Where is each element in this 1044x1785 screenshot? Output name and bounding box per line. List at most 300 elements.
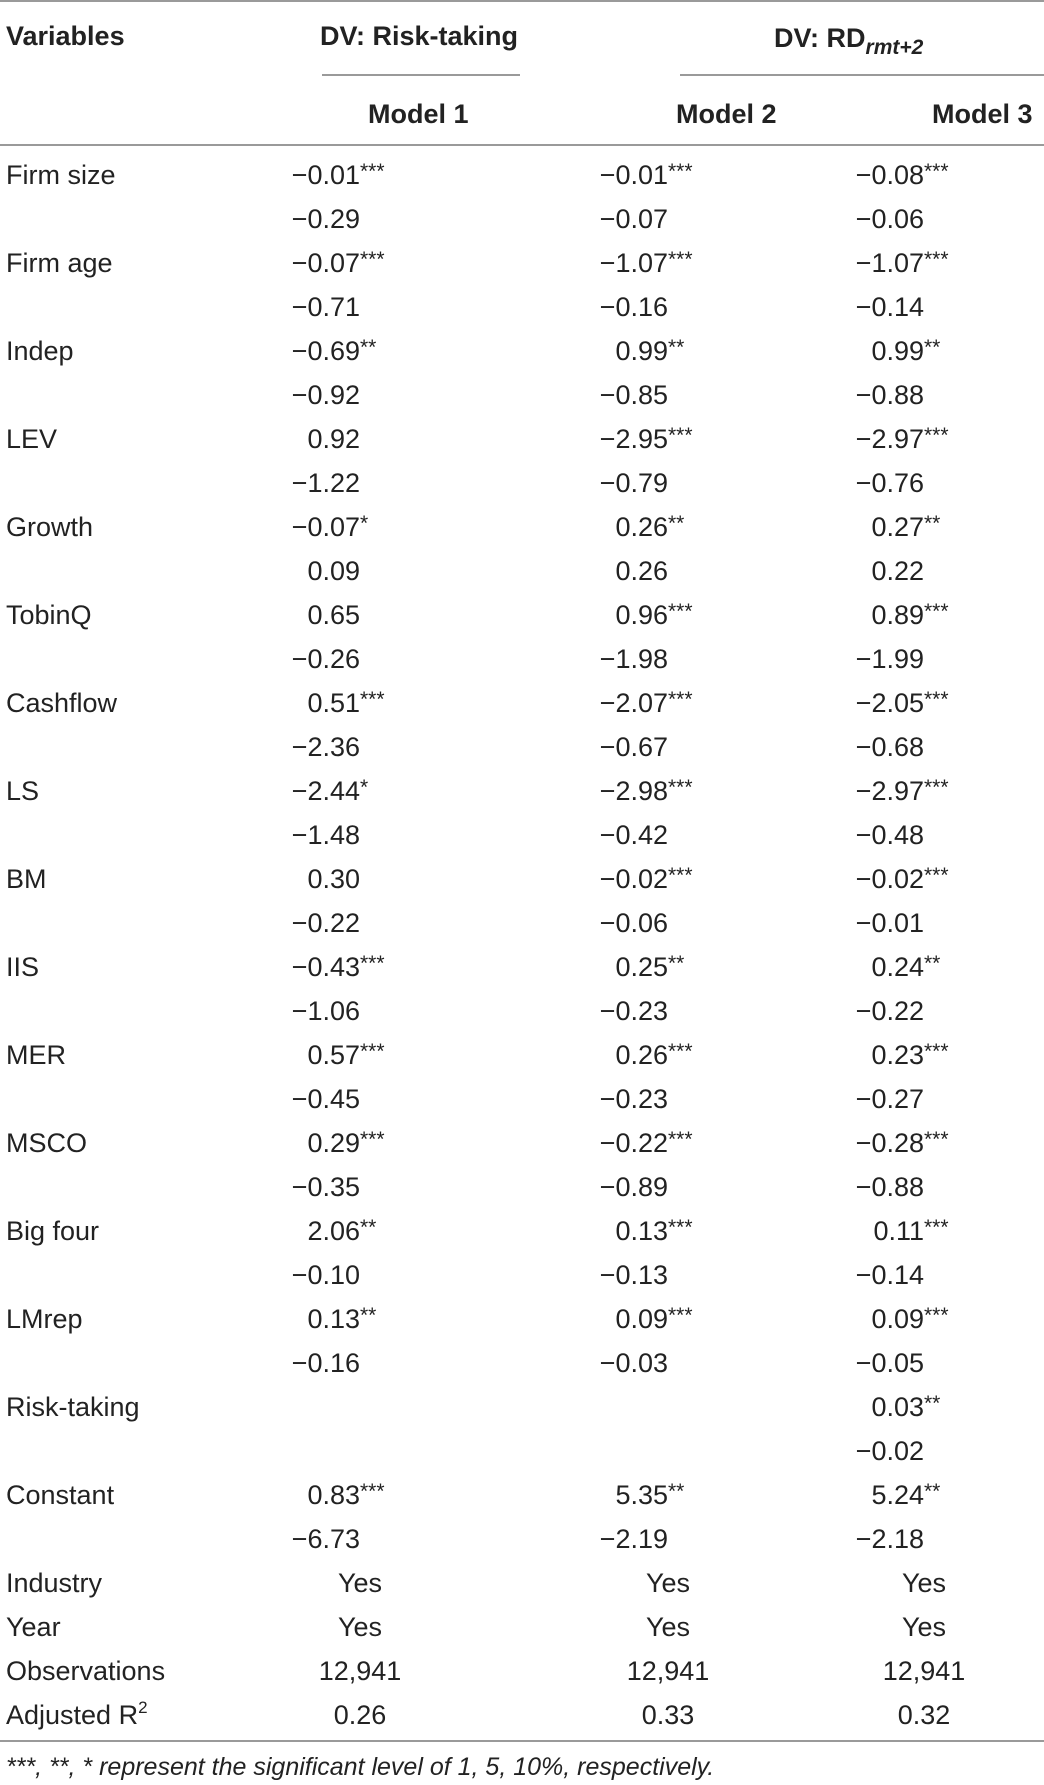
coefficient: −2.44 <box>291 776 360 806</box>
coef-cell <box>307 1037 413 1073</box>
se-cell <box>855 817 992 853</box>
summary-value <box>882 1653 1007 1689</box>
coef-cell <box>871 333 977 369</box>
significance-stars: *** <box>360 1480 385 1503</box>
coefficient: 0.29 <box>307 1128 360 1158</box>
coef-cell-value <box>307 1037 413 1073</box>
se-cell-value <box>291 729 428 765</box>
summary-cell <box>318 1653 443 1689</box>
significance-stars: *** <box>360 160 385 183</box>
coef-cell-value <box>871 333 977 369</box>
se-cell <box>599 1345 736 1381</box>
coef-cell-value <box>307 1125 413 1161</box>
coef-cell <box>855 861 992 897</box>
header-dv1: DV: Risk-taking <box>320 21 519 51</box>
coefficient: −2.05 <box>855 688 924 718</box>
coefficient: −0.07 <box>291 248 360 278</box>
summary-cell <box>901 1609 968 1645</box>
coef-cell <box>599 685 736 721</box>
adjusted-r2-value <box>641 1697 721 1733</box>
coef-cell <box>307 685 413 721</box>
coef-cell <box>855 773 992 809</box>
coefficient: −0.29 <box>291 204 360 234</box>
se-cell-value <box>291 201 428 237</box>
coefficient: −0.14 <box>855 1260 924 1290</box>
coefficient: 0.23 <box>871 1040 924 1070</box>
se-cell <box>599 465 736 501</box>
summary-cell <box>626 1653 751 1689</box>
coefficient: −2.19 <box>599 1524 668 1554</box>
se-cell-value <box>599 905 736 941</box>
coef-cell <box>599 861 736 897</box>
se-cell-value <box>855 377 992 413</box>
coef-cell-value <box>307 597 413 633</box>
summary-label: Year <box>6 1612 61 1642</box>
se-cell <box>855 729 992 765</box>
bottom-rule <box>0 1740 1044 1742</box>
se-cell-value <box>291 1081 428 1117</box>
se-cell <box>599 729 736 765</box>
coefficient: −0.07 <box>599 204 668 234</box>
summary-cell <box>337 1565 404 1601</box>
coef-cell <box>599 157 736 193</box>
significance-stars: *** <box>668 688 693 711</box>
se-cell-value <box>291 817 428 853</box>
significance-stars: *** <box>668 424 693 447</box>
summary-cell <box>901 1565 968 1601</box>
se-cell <box>855 1433 992 1469</box>
header-rule <box>0 144 1044 146</box>
significance-stars: *** <box>924 1216 949 1239</box>
significance-stars: ** <box>668 1480 685 1503</box>
se-cell <box>599 1169 736 1205</box>
se-cell <box>291 993 428 1029</box>
footnote: ***, **, * represent the significant level of 1, 5, 10%, respectively. <box>6 1753 715 1781</box>
coef-cell <box>291 157 428 193</box>
coef-cell-value <box>871 1477 977 1513</box>
coefficient: 0.26 <box>615 1040 668 1070</box>
adjusted-r2-cell <box>641 1697 721 1733</box>
se-cell <box>291 1521 428 1557</box>
significance-stars: *** <box>924 600 949 623</box>
coef-cell-value <box>615 949 721 985</box>
significance-stars: *** <box>360 1128 385 1151</box>
coefficient: −0.06 <box>599 908 668 938</box>
significance-stars: ** <box>360 1216 377 1239</box>
se-cell-value <box>291 289 428 325</box>
significance-stars: * <box>360 512 369 535</box>
coefficient: −2.98 <box>599 776 668 806</box>
coefficient: −0.67 <box>599 732 668 762</box>
coef-cell-value <box>307 1213 413 1249</box>
coefficient: −1.06 <box>291 996 360 1026</box>
significance-stars: ** <box>924 1392 941 1415</box>
summary-value <box>337 1565 404 1601</box>
coef-cell <box>615 1301 721 1337</box>
header-model-3: Model 3 <box>932 99 1033 129</box>
coefficient: −2.36 <box>291 732 360 762</box>
coef-cell-value <box>307 1301 413 1337</box>
summary-value <box>337 1609 404 1645</box>
significance-stars: *** <box>668 1304 693 1327</box>
summary-text: 12,941 <box>626 1656 710 1686</box>
coef-cell-value <box>291 333 428 369</box>
se-cell-value <box>307 553 413 589</box>
row-label: Constant <box>6 1480 115 1510</box>
coef-cell <box>615 1213 721 1249</box>
coefficient: 5.24 <box>871 1480 924 1510</box>
se-cell-value <box>599 289 736 325</box>
coef-cell <box>871 949 977 985</box>
coefficient: −0.85 <box>599 380 668 410</box>
coef-cell <box>871 1037 977 1073</box>
dv1-underline <box>322 74 520 76</box>
coefficient: −0.01 <box>855 908 924 938</box>
coefficient: 0.92 <box>307 424 360 454</box>
se-cell-value <box>599 729 736 765</box>
summary-text: Yes <box>337 1568 383 1598</box>
coef-cell-value <box>599 685 736 721</box>
se-cell <box>855 1081 992 1117</box>
coef-cell-value <box>855 1125 992 1161</box>
significance-stars: *** <box>924 864 949 887</box>
coefficient: 0.65 <box>307 600 360 630</box>
coefficient: −0.22 <box>291 908 360 938</box>
row-label: LMrep <box>6 1304 83 1334</box>
se-cell <box>599 1257 736 1293</box>
se-cell <box>855 1257 992 1293</box>
row-label: TobinQ <box>6 600 92 630</box>
significance-stars: *** <box>668 776 693 799</box>
adjusted-r2-label <box>6 1697 148 1733</box>
coef-cell <box>855 421 992 457</box>
significance-stars: *** <box>668 1128 693 1151</box>
coefficient: 5.35 <box>615 1480 668 1510</box>
coefficient: −0.23 <box>599 1084 668 1114</box>
coefficient: −0.22 <box>855 996 924 1026</box>
adjusted-r2-number: 0.26 <box>333 1700 387 1730</box>
coef-cell <box>291 509 428 545</box>
coef-cell <box>599 245 736 281</box>
coefficient: −0.23 <box>599 996 668 1026</box>
coefficient: 0.25 <box>615 952 668 982</box>
significance-stars: *** <box>924 1128 949 1151</box>
coef-cell-value <box>855 685 992 721</box>
coefficient: −0.45 <box>291 1084 360 1114</box>
se-cell <box>855 993 992 1029</box>
coefficient: −0.02 <box>599 864 668 894</box>
se-cell-value <box>291 993 428 1029</box>
se-cell <box>599 201 736 237</box>
significance-stars: ** <box>924 952 941 975</box>
row-label: Growth <box>6 512 94 542</box>
coef-cell-value <box>615 597 721 633</box>
adjusted-r2-number: 0.32 <box>897 1700 951 1730</box>
se-cell-value <box>599 1521 736 1557</box>
se-cell <box>291 465 428 501</box>
significance-stars: *** <box>924 160 949 183</box>
coefficient: −2.97 <box>855 424 924 454</box>
coef-cell-value <box>307 861 413 897</box>
coef-cell <box>615 509 721 545</box>
coefficient: −0.05 <box>855 1348 924 1378</box>
header-model-2: Model 2 <box>676 99 777 129</box>
coef-cell <box>871 1477 977 1513</box>
header-dv2-subscript: rmt+2 <box>865 36 924 59</box>
se-cell <box>855 289 992 325</box>
se-cell <box>291 817 428 853</box>
coefficient: −0.69 <box>291 336 360 366</box>
se-cell-value <box>615 553 721 589</box>
se-cell-value <box>291 905 428 941</box>
coef-cell-value <box>855 773 992 809</box>
summary-text: 12,941 <box>318 1656 402 1686</box>
se-cell <box>291 641 428 677</box>
coef-cell <box>307 861 413 897</box>
significance-stars: *** <box>924 1040 949 1063</box>
coefficient: −0.06 <box>855 204 924 234</box>
se-cell-value <box>291 1169 428 1205</box>
coef-cell-value <box>855 245 992 281</box>
summary-text: Yes <box>337 1612 383 1642</box>
coefficient: 0.83 <box>307 1480 360 1510</box>
summary-cell <box>337 1609 404 1645</box>
significance-stars: *** <box>924 424 949 447</box>
se-cell <box>855 1345 992 1381</box>
adjusted-r2-value <box>897 1697 977 1733</box>
coef-cell <box>871 597 977 633</box>
row-label: MER <box>6 1040 66 1070</box>
coefficient: −0.03 <box>599 1348 668 1378</box>
significance-stars: *** <box>924 688 949 711</box>
coef-cell-value <box>291 949 428 985</box>
significance-stars: ** <box>924 1480 941 1503</box>
coef-cell-value <box>291 773 428 809</box>
coef-cell <box>873 1213 975 1249</box>
coefficient: −0.89 <box>599 1172 668 1202</box>
coef-cell <box>291 245 428 281</box>
se-cell-value <box>855 289 992 325</box>
se-cell-value <box>871 553 977 589</box>
significance-stars: ** <box>924 336 941 359</box>
coef-cell <box>307 597 413 633</box>
significance-stars: ** <box>668 512 685 535</box>
coef-cell-value <box>871 1301 977 1337</box>
coef-cell <box>615 597 721 633</box>
significance-stars: *** <box>360 248 385 271</box>
se-cell <box>871 553 977 589</box>
summary-label: Observations <box>6 1656 166 1686</box>
coefficient: −0.26 <box>291 644 360 674</box>
coef-cell-value <box>307 1477 413 1513</box>
coefficient: −2.95 <box>599 424 668 454</box>
summary-value <box>318 1653 443 1689</box>
se-cell <box>855 377 992 413</box>
se-cell-value <box>855 641 992 677</box>
se-cell <box>855 1521 992 1557</box>
coefficient: 0.99 <box>871 336 924 366</box>
coefficient: −0.14 <box>855 292 924 322</box>
coefficient: −0.88 <box>855 1172 924 1202</box>
se-cell <box>291 729 428 765</box>
se-cell-value <box>855 1433 992 1469</box>
coef-cell <box>871 1301 977 1337</box>
row-label: MSCO <box>6 1128 87 1158</box>
coef-cell <box>307 1301 413 1337</box>
coef-cell-value <box>615 1213 721 1249</box>
se-cell <box>855 641 992 677</box>
se-cell-value <box>599 1257 736 1293</box>
se-cell-value <box>599 993 736 1029</box>
summary-cell <box>645 1565 712 1601</box>
se-cell-value <box>855 1345 992 1381</box>
summary-text: 12,941 <box>882 1656 966 1686</box>
se-cell <box>307 553 413 589</box>
coefficient: −2.97 <box>855 776 924 806</box>
coef-cell <box>855 157 992 193</box>
header-dv2 <box>774 20 923 66</box>
summary-text: Yes <box>901 1612 947 1642</box>
se-cell <box>615 553 721 589</box>
coefficient: −0.13 <box>599 1260 668 1290</box>
coefficient: −0.79 <box>599 468 668 498</box>
coef-cell <box>599 1125 736 1161</box>
se-cell <box>599 377 736 413</box>
significance-stars: *** <box>668 1216 693 1239</box>
coefficient: 0.51 <box>307 688 360 718</box>
se-cell <box>291 201 428 237</box>
significance-stars: ** <box>668 336 685 359</box>
coef-cell <box>615 333 721 369</box>
significance-stars: *** <box>924 776 949 799</box>
significance-stars: *** <box>668 248 693 271</box>
coefficient: −0.22 <box>599 1128 668 1158</box>
se-cell-value <box>291 1521 428 1557</box>
summary-text: Yes <box>645 1612 691 1642</box>
summary-value <box>626 1653 751 1689</box>
coef-cell-value <box>615 1037 721 1073</box>
significance-stars: *** <box>668 160 693 183</box>
summary-value <box>901 1609 968 1645</box>
se-cell-value <box>599 817 736 853</box>
dv2-underline <box>680 74 1044 76</box>
coefficient: −0.16 <box>291 1348 360 1378</box>
se-cell-value <box>855 201 992 237</box>
coefficient: −2.18 <box>855 1524 924 1554</box>
coefficient: −0.48 <box>855 820 924 850</box>
coef-cell-value <box>291 509 428 545</box>
coef-cell <box>307 1125 413 1161</box>
significance-stars: ** <box>924 512 941 535</box>
adjusted-r2-value <box>333 1697 413 1733</box>
row-label: Risk-taking <box>6 1392 140 1422</box>
se-cell-value <box>599 377 736 413</box>
coef-cell-value <box>615 1477 721 1513</box>
coef-cell <box>615 1477 721 1513</box>
coefficient: 0.11 <box>873 1216 924 1246</box>
significance-stars: *** <box>924 248 949 271</box>
row-label: Firm age <box>6 248 113 278</box>
coefficient: 0.09 <box>307 556 360 586</box>
coefficient: 0.22 <box>871 556 924 586</box>
header-model-1: Model 1 <box>368 99 469 129</box>
row-label: Firm size <box>6 160 116 190</box>
coef-cell-value <box>307 685 413 721</box>
coefficient: −6.73 <box>291 1524 360 1554</box>
coefficient: 0.30 <box>307 864 360 894</box>
coefficient: −0.02 <box>855 1436 924 1466</box>
coef-cell <box>307 1477 413 1513</box>
se-cell-value <box>855 993 992 1029</box>
coefficient: −1.07 <box>855 248 924 278</box>
row-label: BM <box>6 864 47 894</box>
se-cell-value <box>855 905 992 941</box>
row-label: IIS <box>6 952 40 982</box>
se-cell <box>599 905 736 941</box>
coefficient: −2.07 <box>599 688 668 718</box>
coef-cell-value <box>307 421 413 457</box>
coef-cell <box>307 421 413 457</box>
se-cell-value <box>855 1081 992 1117</box>
coef-cell-value <box>599 1125 736 1161</box>
significance-stars: *** <box>924 1304 949 1327</box>
summary-cell <box>882 1653 1007 1689</box>
coefficient: 0.27 <box>871 512 924 542</box>
coef-cell-value <box>871 509 977 545</box>
se-cell-value <box>599 465 736 501</box>
coef-cell <box>871 509 977 545</box>
coef-cell-value <box>871 1037 977 1073</box>
significance-stars: *** <box>668 600 693 623</box>
se-cell-value <box>855 817 992 853</box>
se-cell <box>599 1081 736 1117</box>
coef-cell <box>855 685 992 721</box>
se-cell <box>291 289 428 325</box>
coefficient: −1.07 <box>599 248 668 278</box>
coefficient: −1.22 <box>291 468 360 498</box>
row-label: Indep <box>6 336 74 366</box>
significance-stars: ** <box>360 1304 377 1327</box>
coefficient: 0.26 <box>615 556 668 586</box>
se-cell-value <box>291 641 428 677</box>
se-cell <box>291 1081 428 1117</box>
coef-cell-value <box>599 861 736 897</box>
se-cell <box>855 1169 992 1205</box>
se-cell <box>291 905 428 941</box>
coef-cell-value <box>855 421 992 457</box>
se-cell <box>291 1345 428 1381</box>
significance-stars: ** <box>360 336 377 359</box>
significance-stars: * <box>360 776 369 799</box>
se-cell <box>855 465 992 501</box>
coef-cell <box>599 421 736 457</box>
coef-cell-value <box>855 861 992 897</box>
coef-cell-value <box>599 245 736 281</box>
coefficient: −0.43 <box>291 952 360 982</box>
coef-cell <box>855 245 992 281</box>
coef-cell-value <box>599 157 736 193</box>
se-cell-value <box>855 1257 992 1293</box>
coefficient: −0.16 <box>599 292 668 322</box>
adjusted-r2-text: Adjusted R <box>6 1700 139 1730</box>
se-cell-value <box>855 465 992 501</box>
coef-cell-value <box>615 333 721 369</box>
coef-cell-value <box>855 157 992 193</box>
coefficient: −0.71 <box>291 292 360 322</box>
se-cell-value <box>599 1081 736 1117</box>
adjusted-r2-superscript: 2 <box>138 1698 148 1717</box>
se-cell-value <box>855 1169 992 1205</box>
